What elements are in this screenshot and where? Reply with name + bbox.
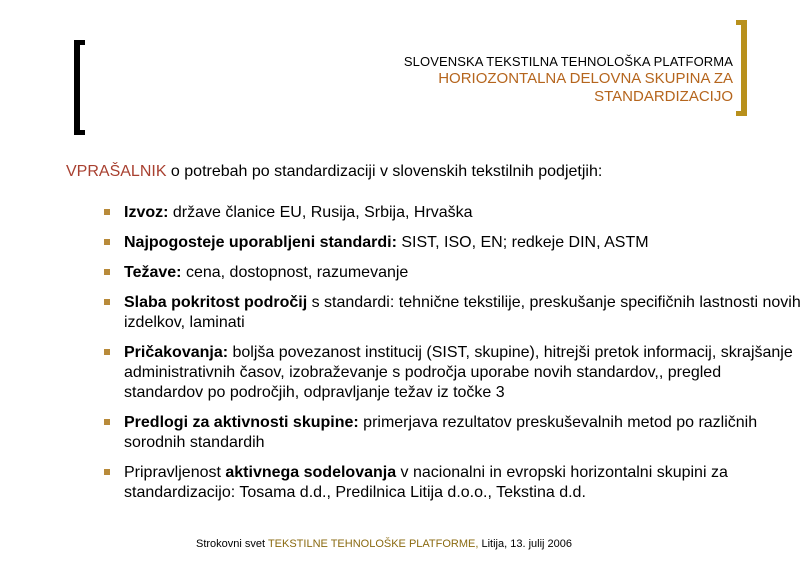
bullet-marker-icon — [104, 239, 110, 245]
bullet-text: države članice EU, Rusija, Srbija, Hrvaška — [168, 204, 473, 221]
footer-pre: Strokovni svet — [196, 538, 268, 550]
footer-post: Litija, 13. julij 2006 — [478, 538, 572, 550]
slide-footer — [196, 537, 572, 551]
intro-text: o potrebah po standardizaciji v slovenskih tekstilnih podjetjih: — [166, 163, 603, 180]
bullet-marker-icon — [104, 469, 110, 475]
bullet-bold: Najpogosteje uporabljeni standardi: — [124, 234, 397, 251]
bullet-bold: aktivnega sodelovanja — [225, 464, 397, 481]
bullet-item — [104, 203, 804, 223]
bullet-item — [104, 463, 804, 503]
bullet-marker-icon — [104, 349, 110, 355]
bullet-bold: Predlogi za aktivnosti skupine: — [124, 414, 359, 431]
bullet-bold: Pričakovanja: — [124, 344, 229, 361]
bullet-text: s standardi: tehnične tekstilije, preskušanje specifičnih lastnosti novih izdelkov, laminati — [124, 294, 801, 331]
bullet-item — [104, 343, 804, 403]
bullet-text: cena, dostopnost, razumevanje — [181, 264, 409, 281]
header-group-name-cont: STANDARDIZACIJO — [594, 88, 733, 105]
bullet-marker-icon — [104, 299, 110, 305]
bullet-bold: Težave: — [124, 264, 182, 281]
bullet-bold: Slaba pokritost področij — [124, 294, 308, 311]
bullet-marker-icon — [104, 269, 110, 275]
slide-header — [404, 53, 733, 106]
bullet-item — [104, 293, 804, 333]
bullet-bold: Izvoz: — [124, 204, 169, 221]
bullet-item — [104, 263, 804, 283]
bullet-list — [104, 203, 804, 513]
bullet-pre: Pripravljenost — [124, 464, 226, 481]
bullet-text: v nacionalni in evropski horizontalni skupini za standardizacijo: Tosama d.d., Predilnica Litija d.o.o., Tekstina d.d. — [124, 464, 728, 501]
header-org-name: SLOVENSKA TEKSTILNA TEHNOLOŠKA PLATFORMA — [403, 54, 733, 69]
bullet-marker-icon — [104, 419, 110, 425]
bullet-text: boljša povezanost institucij (SIST, skupine), hitrejši pretok informacij, skrajšanje administrativnih časov, izobraževanje s področja uporabe novih standardov,, pregled standardov po področjih, odpravljanje težav iz točke 3 — [124, 344, 793, 401]
bullet-marker-icon — [104, 209, 110, 215]
intro-highlight: VPRAŠALNIK — [66, 163, 167, 180]
footer-highlight: TEKSTILNE TEHNOLOŠKE PLATFORME, — [267, 538, 479, 550]
bullet-item — [104, 233, 804, 253]
intro-line — [66, 162, 602, 182]
bullet-text: SIST, ISO, EN; redkeje DIN, ASTM — [396, 234, 649, 251]
right-bracket-decoration — [736, 20, 747, 116]
bullet-item — [104, 413, 804, 453]
left-bracket-decoration — [74, 40, 85, 135]
bullet-text: primerjava rezultatov preskuševalnih metod po različnih sorodnih standardih — [124, 414, 758, 451]
header-group-name: HORIOZONTALNA DELOVNA SKUPINA ZA — [438, 70, 733, 87]
